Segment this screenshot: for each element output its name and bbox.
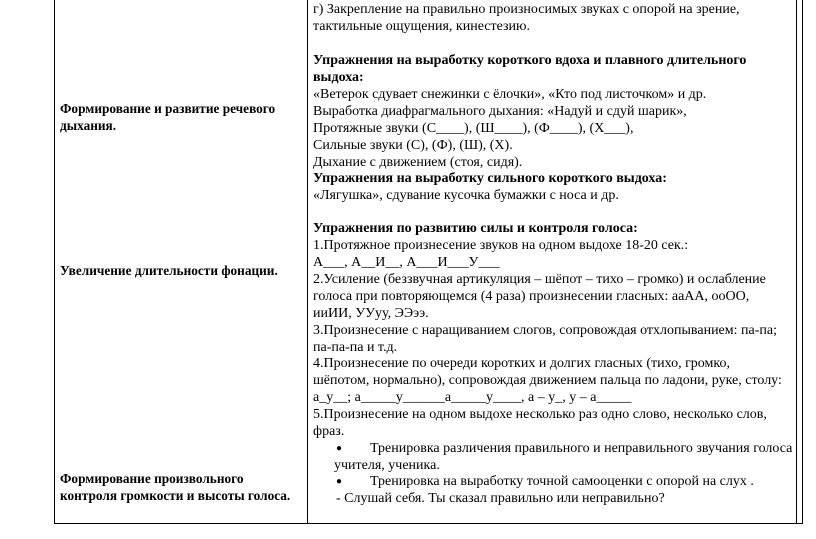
section-heading: Упражнения по развитию силы и контроля голоса: [313,221,638,236]
text-line: Выработка диафрагмального дыхания: «Надуй и сдуй шарик», [313,104,687,119]
text-line: Сильные звуки (С), (Ф), (Ш), (Х). [313,138,513,153]
text-line: Тренировка на выработку точной самооценки с опорой на слух . [370,474,754,489]
goals-column [54,0,308,523]
section-heading: Упражнения на выработку короткого вдоха и плавного длительного [313,53,747,68]
goal-phonation: Увеличение длительности фонации. [60,263,278,278]
section-heading: выдоха: [313,70,364,85]
text-line: ииИИ, УУуу, ЭЭээ. [313,306,429,321]
text-line: Дыхание с движением (стоя, сидя). [313,155,523,170]
text-line: 5.Произнесение на одном выдохе несколько раз одно слово, несколько слов, [313,407,767,422]
text-line: шёпотом, нормально), сопровождая движением пальца по ладони, руке, столу: [313,373,782,388]
text-line: А___, А__И__, А___И___У___ [313,255,500,270]
goal-voice-control: Формирование произвольного контроля громкости и высоты голоса. [60,471,291,503]
exercises-column [308,0,797,523]
bullet-icon: ● [336,476,343,487]
text-line: Тренировка различения правильного и неправильного звучания голоса [370,441,793,456]
text-line: тактильные ощущения, кинестезию. [313,19,530,34]
text-line: па-па-па и т.д. [313,340,398,355]
text-line: Протяжные звуки (С____), (Ш____), (Ф____), (Х___), [313,121,634,136]
text-line: «Ветерок сдувает снежинки с ёлочки», «Кто под листочком» и др. [313,87,707,102]
bullet-icon: ● [336,443,343,454]
text-line: а_у__; а_____у______а_____у____, а – у_, у – а_____ [313,390,632,405]
text-line: голоса при повторяющемся (4 раза) произнесении гласных: ааАА, ооОО, [313,289,750,304]
text-line: 2.Усиление (беззвучная артикуляция – шёпот – тихо – громко) и ослабление [313,272,766,287]
text-line: г) Закрепление на правильно произносимых звуках с опорой на зрение, [313,2,740,17]
text-line: учителя, ученика. [334,458,440,473]
text-line: - Слушай себя. Ты сказал правильно или неправильно? [336,491,665,506]
goal-breathing: Формирование и развитие речевого дыхания. [60,101,276,133]
section-heading: Упражнения на выработку сильного короткого выдоха: [313,171,667,186]
text-line: 1.Протяжное произнесение звуков на одном выдохе 18-20 сек.: [313,238,689,253]
text-line: «Лягушка», сдувание кусочка бумажки с носа и др. [313,188,619,203]
text-line: фраз. [313,424,345,439]
text-line: 4.Произнесение по очереди коротких и долгих гласных (тихо, громко, [313,356,730,371]
text-line: 3.Произнесение с наращиванием слогов, сопровождая отхлопыванием: па-па; [313,323,777,338]
exercise-table [54,0,803,524]
